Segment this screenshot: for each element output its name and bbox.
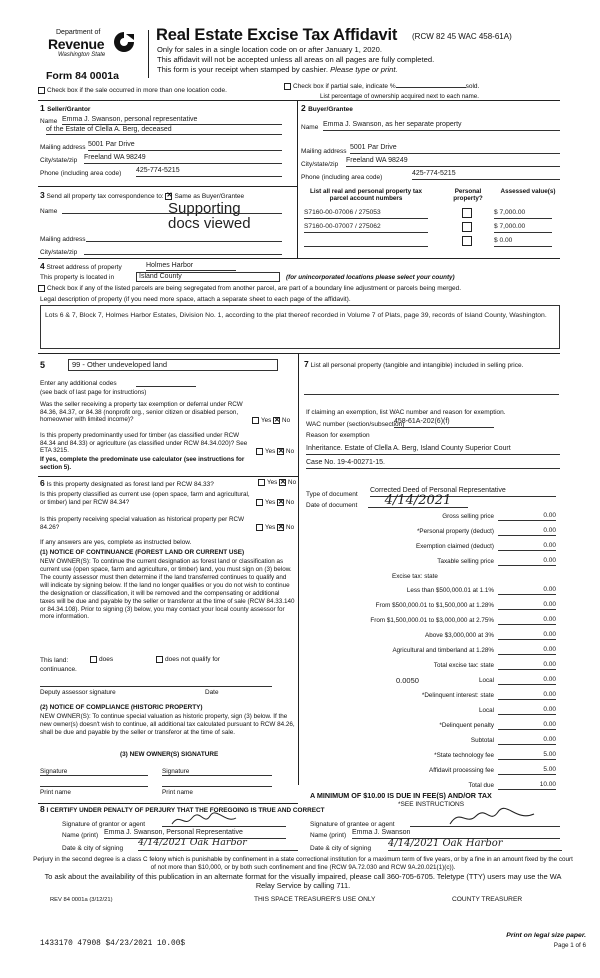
total-state-field[interactable]: 0.00	[498, 660, 556, 670]
location-note: (for unincorporated locations please select your county)	[286, 274, 455, 281]
seller-phone[interactable]: 425-774-5215	[136, 167, 282, 177]
q2-yes-checkbox[interactable]	[256, 448, 263, 455]
tax-row-subtotal: Subtotal 0.00	[470, 736, 556, 744]
notice-1: Only for sales in a single location code on or after January 1, 2020.	[157, 45, 382, 54]
processing-fee-field[interactable]: 5.00	[498, 765, 556, 775]
doc-date[interactable]: 4/14/2021	[368, 494, 468, 508]
availability-note: To ask about the availability of this publication in an alternate format for the visually impaired, please call 360-705-6705. Teletype (TTY) users may use the WA Relay Service by calling 711.	[44, 872, 562, 890]
notice-2: This affidavit will not be accepted unless all areas on all pages are fully completed.	[157, 55, 435, 64]
does-checkbox[interactable]	[90, 656, 97, 663]
tier3-field[interactable]: 0.00	[498, 615, 556, 625]
county-treasurer: COUNTY TREASURER	[452, 896, 523, 903]
multi-location-checkbox[interactable]	[38, 87, 45, 94]
grantor-signature-scribble	[170, 810, 240, 830]
q2-no-checkbox[interactable]	[277, 448, 284, 455]
tax-row-personal: *Personal property (deduct) 0.00	[416, 527, 556, 535]
section5-num: 5	[40, 360, 46, 370]
dor-logo	[38, 26, 138, 72]
yes-note: If any answers are yes, complete as instructed below.	[40, 539, 192, 546]
street-address[interactable]: Holmes Harbor	[146, 262, 236, 271]
revenue-swoosh-icon	[112, 30, 136, 54]
reason-line2[interactable]: Case No. 19-4-00271-15.	[306, 459, 560, 469]
subtotal-field[interactable]: 0.00	[498, 735, 556, 745]
owner-print2-line[interactable]	[162, 786, 272, 787]
seller-mail-label: Mailing address	[40, 144, 86, 151]
assessed-heading: Assessed value(s)	[500, 188, 556, 195]
watermark-docs-viewed: docs viewed	[168, 215, 251, 232]
partial-sale-check[interactable]	[284, 83, 479, 91]
wac-label: WAC number (section/subsection)	[306, 421, 405, 428]
tech-fee-field[interactable]: 5.00	[498, 750, 556, 760]
q6b-no-checkbox[interactable]	[277, 499, 284, 506]
grantee-name-label: Name (print)	[310, 832, 347, 839]
perjury-note: Perjury in the second degree is a class C felony which is punishable by confinement in a state correctional institution for a maximum term of five years, or by a fine in an amount fixed by the court of not more than $10,000, or by both such confinement and fine (RCW 9A.72.030 and RCW 9A.20.021(1)(c)).	[33, 856, 573, 871]
compliance-text: NEW OWNER(S): To continue special valuation as historic property, sign (3) below. If the new owner(s) doesn't wish to continue, all additional tax calculated pursuant to RCW 84.26, shall be due and payable by the seller or transferor at the time of sale.	[40, 713, 295, 736]
grantor-name-label: Name (print)	[62, 832, 99, 839]
section3-heading: 3 Send all property tax correspondence to: ✕ Same as Buyer/Grantee	[40, 191, 244, 201]
seller-mail[interactable]: 5001 Par Drive	[88, 141, 282, 151]
form-number: Form 84 0001a	[46, 70, 119, 82]
parcel-3-value[interactable]: $ 0.00	[494, 237, 552, 247]
reason-label: Reason for exemption	[306, 432, 370, 439]
sig1-label: Signature	[40, 768, 68, 775]
form-title: Real Estate Excise Tax Affidavit	[156, 26, 398, 44]
tax-row-tier4: Above $3,000,000 at 3% 0.00	[425, 631, 556, 639]
grantor-sig-label: Signature of grantor or agent	[62, 821, 146, 828]
multi-location-label: Check box if the sale occurred in more than one location code.	[47, 87, 227, 95]
deputy-signature-line[interactable]	[40, 686, 272, 687]
owner-print1-line[interactable]	[40, 786, 148, 787]
historic-question: Is this property receiving special valuation as historical property per RCW 84.26?	[40, 516, 245, 531]
continuance-label: continuance.	[40, 666, 77, 673]
print2-label: Print name	[162, 789, 193, 796]
page-number: Page 1 of 6	[553, 942, 586, 949]
partial-sold-label: sold.	[465, 83, 480, 91]
compliance-heading: (2) NOTICE OF COMPLIANCE (HISTORIC PROPERTY)	[40, 704, 203, 711]
seller-city[interactable]: Freeland WA 98249	[84, 154, 282, 164]
continuance-text: NEW OWNER(S): To continue the current designation as forest land or classification as current use (open space, farm and agriculture, or timber) land, you must sign on (3) below. The county assessor must then determine if the land transferred continues to qualify and will indicate by signing below. If the land no longer qualifies or you do not wish to continue the designation or classification, it will be removed and the compensating or additional taxes will be due and payable by the seller or transferor at the time of sale (RCW 84.33.140 or 84.34.108). Prior to signing (3) below, you may contact your local county assessor for more information.	[40, 558, 295, 621]
s3-city-label: City/state/zip	[40, 249, 78, 256]
tax-row-penalty: *Delinquent penalty 0.00	[439, 721, 556, 729]
print1-label: Print name	[40, 789, 71, 796]
tax-row-tier3: From $1,500,000.01 to $3,000,000 at 2.75% 0.00	[370, 616, 556, 624]
buyer-name[interactable]: Emma J. Swanson, as her separate property	[323, 121, 560, 131]
deputy-date-label: Date	[205, 689, 219, 696]
exemption-question: Was the seller receiving a property tax exemption or deferral under RCW 84.36, 84.37, or 84.38 (nonprofit org., senior citizen or disabled person, homeowner with limited income)?	[40, 401, 243, 424]
grantor-date-city[interactable]: 4/14/2021 Oak Harbor	[138, 838, 298, 851]
deputy-label: Deputy assessor signature	[40, 689, 116, 696]
s3-city-field[interactable]	[84, 254, 282, 255]
tax-row-tier2: From $500,000.01 to $1,500,000 at 1.28% 0.00	[375, 601, 556, 609]
does-option[interactable]: does	[90, 656, 113, 664]
personal-property-heading: Personal property?	[453, 188, 483, 203]
s3-name-label: Name	[40, 208, 58, 215]
buyer-mail[interactable]: 5001 Par Drive	[350, 144, 560, 154]
parcels-heading: List all real and personal property tax parcel account numbers	[310, 188, 422, 203]
notice-3a: This form is your receipt when stamped by cashier.	[157, 65, 328, 74]
grantee-name[interactable]: Emma J. Swanson	[352, 829, 560, 839]
tax-row-total: Total due 10.00	[468, 781, 556, 789]
does-not-option[interactable]: does not qualify for	[156, 656, 220, 664]
interest-state-field[interactable]: 0.00	[498, 690, 556, 700]
timber-calc-note: If yes, complete the predominate use calculator (see instructions for section 5).	[40, 456, 245, 471]
buyer-phone-label: Phone (including area code)	[301, 174, 383, 181]
doc-type-label: Type of document	[306, 491, 358, 498]
seller-city-label: City/state/zip	[40, 157, 78, 164]
q6a-yes-no: Yes ✕ No	[258, 479, 296, 486]
q6b-yes-no: Yes ✕ No	[256, 499, 294, 506]
local-rate: 0.0050	[396, 676, 419, 685]
owner-sig1-line[interactable]	[40, 775, 148, 776]
see-instructions: *SEE INSTRUCTIONS	[398, 801, 465, 808]
form-citation: (RCW 82 45 WAC 458-61A)	[412, 32, 512, 41]
segregated-check[interactable]: Check box if any of the listed parcels are being segregated from another parcel, are part of a boundary line adjustment or parcels being merged.	[38, 285, 461, 293]
parcel-2-value[interactable]: $ 7,000.00	[494, 223, 552, 233]
min-due: A MINIMUM OF $10.00 IS DUE IN FEE(S) AND/OR TAX	[310, 791, 492, 800]
timber-question: Is this property predominantly used for timber (as classified under RCW 84.34 and 84.33) or agriculture (as classified under RCW 84.34.020)? See ETA 3215.	[40, 432, 248, 455]
tax-row-interest-local: Local 0.00	[478, 706, 556, 714]
segregated-checkbox[interactable]	[38, 285, 45, 292]
seller-name-label: Name	[40, 118, 58, 125]
s3-mail-label: Mailing address	[40, 236, 86, 243]
exemption-deduct-field[interactable]: 0.00	[498, 541, 556, 551]
q2-yes-no: Yes ✕ No	[256, 448, 294, 455]
q1-yes-no: Yes ✕ No	[252, 417, 290, 424]
tier4-field[interactable]: 0.00	[498, 630, 556, 640]
gross-price-field[interactable]: 0.00	[498, 511, 556, 521]
notice-3	[157, 66, 398, 75]
current-use-question: Is this property classified as current use (open space, farm and agricultural, or timber) land per RCW 84.34?	[40, 491, 250, 506]
seller-name-line1[interactable]: Emma J. Swanson, personal representative	[62, 116, 282, 125]
doc-date-label: Date of document	[306, 502, 358, 509]
local-tax-field[interactable]: 0.00	[498, 675, 556, 685]
tier1-field[interactable]: 0.00	[498, 585, 556, 595]
rev-number: REV 84 0001a (3/12/21)	[50, 897, 113, 903]
buyer-phone[interactable]: 425-774-5215	[412, 170, 560, 180]
dept-line3: Washington State	[58, 52, 106, 58]
land-use-select[interactable]: 99 - Other undeveloped land	[68, 359, 278, 371]
tax-row-gross: Gross selling price 0.00	[442, 512, 556, 520]
tax-row-tier1: Less than $500,000.01 at 1.1% 0.00	[406, 586, 556, 594]
parcel-3[interactable]	[304, 237, 428, 247]
tax-row-processing-fee: Affidavit processing fee 5.00	[429, 766, 556, 774]
tax-row-taxable: Taxable selling price 0.00	[437, 557, 556, 565]
section1-heading: 1 Seller/Grantor	[40, 103, 91, 113]
legal-description[interactable]: Lots 6 & 7, Block 7, Holmes Harbor Estates, Division No. 1, according to the plat thereof recorded in Volume 7 of Plats, page 39, records of Island County, Washington.	[40, 305, 560, 349]
tax-row-local: Local 0.00	[478, 676, 556, 684]
seller-name-line2[interactable]: of the Estate of Clella A. Berg, deceased	[46, 126, 282, 135]
parcel-1-personal-checkbox[interactable]	[462, 208, 472, 218]
grantee-signature-scribble	[448, 806, 538, 830]
s3-mail-field[interactable]	[86, 241, 282, 242]
parcel-1-value[interactable]: $ 7,000.00	[494, 209, 552, 219]
excise-state-label: Excise tax: state	[392, 573, 438, 580]
doc-type[interactable]: Corrected Deed of Personal Representative	[370, 487, 556, 497]
penalty-field[interactable]: 0.00	[498, 720, 556, 730]
continuance-heading: (1) NOTICE OF CONTINUANCE (FOREST LAND OR CURRENT USE)	[40, 549, 245, 556]
location-label: This property is located in	[40, 274, 115, 281]
q1-no-checkbox[interactable]	[273, 417, 280, 424]
grantee-date-label: Date & city of signing	[310, 845, 372, 852]
dept-line2: Revenue	[48, 36, 105, 52]
county-select[interactable]: Island County	[136, 272, 280, 282]
q6c-no-checkbox[interactable]	[277, 524, 284, 531]
legal-paper-note: Print on legal size paper.	[506, 932, 586, 939]
tax-row-tech-fee: *State technology fee 5.00	[434, 751, 556, 759]
tax-row-total-state: Total excise tax: state 0.00	[433, 661, 556, 669]
section8-cert: 8 I CERTIFY UNDER PENALTY OF PERJURY THAT THE FOREGOING IS TRUE AND CORRECT	[40, 804, 325, 814]
personal-property-line[interactable]	[304, 394, 559, 395]
exempt-label: If claiming an exemption, list WAC number and reason for exemption.	[306, 409, 506, 416]
q6c-yes-no: Yes ✕ No	[256, 524, 294, 531]
grantee-date-city[interactable]: 4/14/2021 Oak Harbor	[388, 838, 562, 851]
tax-row-interest-state: *Delinquent interest: state 0.00	[421, 691, 556, 699]
watermark-supporting: Supporting	[168, 200, 241, 217]
parcel-3-personal-checkbox[interactable]	[462, 236, 472, 246]
parcel-1[interactable]: S7160-00-07006 / 275053	[304, 209, 428, 219]
partial-sale-label: Check box if partial sale, indicate %	[293, 83, 396, 91]
parcel-2[interactable]: S7160-00-07007 / 275062	[304, 223, 428, 233]
reason-line1[interactable]: Inheritance. Estate of Clella A. Berg, Island County Superior Court	[306, 445, 560, 455]
does-not-checkbox[interactable]	[156, 656, 163, 663]
section7-label: 7 List all personal property (tangible and intangible) included in selling price.	[304, 359, 524, 369]
forest-question: 6 Is this property designated as forest land per RCW 84.33?	[40, 478, 214, 488]
total-due-field[interactable]: 10.00	[498, 780, 556, 790]
agri-field[interactable]: 0.00	[498, 645, 556, 655]
taxable-price-field[interactable]: 0.00	[498, 556, 556, 566]
personal-deduct-field[interactable]: 0.00	[498, 526, 556, 536]
section4-street: 4 Street address of property	[40, 261, 122, 271]
tier2-field[interactable]: 0.00	[498, 600, 556, 610]
codes-label: Enter any additional codes	[40, 380, 117, 387]
seller-phone-label: Phone (including area code)	[40, 170, 122, 177]
tax-row-agri: Agricultural and timberland at 1.28% 0.00	[392, 646, 556, 654]
treasurer-stamp: 1433170 47908 $4/23/2021 10.00$	[40, 940, 186, 948]
codes-note: (see back of last page for instructions)	[40, 389, 147, 396]
tax-row-exemption: Exemption claimed (deduct) 0.00	[415, 542, 556, 550]
notice-3b: Please type or print.	[330, 65, 398, 74]
buyer-mail-label: Mailing address	[301, 148, 347, 155]
owner-sig2-line[interactable]	[162, 775, 272, 776]
buyer-name-label: Name	[301, 124, 319, 131]
grantor-name[interactable]: Emma J. Swanson, Personal Representative	[104, 829, 286, 839]
wac-number[interactable]: 458-61A-202(6)(f)	[394, 418, 494, 428]
dept-line1: Department of	[56, 29, 101, 36]
parcel-2-personal-checkbox[interactable]	[462, 222, 472, 232]
sig2-label: Signature	[162, 768, 190, 775]
q6b-yes-checkbox[interactable]	[256, 499, 263, 506]
multi-location-check[interactable]	[38, 87, 227, 95]
q6a-no-checkbox[interactable]	[279, 479, 286, 486]
treasurer-only: THIS SPACE TREASURER'S USE ONLY	[254, 896, 376, 903]
partial-sale-checkbox[interactable]	[284, 83, 291, 90]
interest-local-field[interactable]: 0.00	[498, 705, 556, 715]
legal-label: Legal description of property (if you need more space, attach a separate sheet to each page of the affidavit).	[40, 296, 351, 303]
new-owner-heading: (3) NEW OWNER(S) SIGNATURE	[120, 751, 219, 758]
grantor-date-label: Date & city of signing	[62, 845, 124, 852]
q6a-yes-checkbox[interactable]	[258, 479, 265, 486]
this-land-label: This land:	[40, 657, 69, 664]
additional-codes-field[interactable]	[136, 386, 196, 387]
ownership-note: List percentage of ownership acquired next to each name.	[320, 93, 479, 100]
grantee-sig-label: Signature of grantee or agent	[310, 821, 395, 828]
buyer-city-label: City/state/zip	[301, 161, 339, 168]
q1-yes-checkbox[interactable]	[252, 417, 259, 424]
buyer-city[interactable]: Freeland WA 98249	[346, 157, 560, 167]
section2-heading: 2 Buyer/Grantee	[301, 103, 353, 113]
q6c-yes-checkbox[interactable]	[256, 524, 263, 531]
same-as-buyer-checkbox[interactable]	[165, 193, 172, 200]
